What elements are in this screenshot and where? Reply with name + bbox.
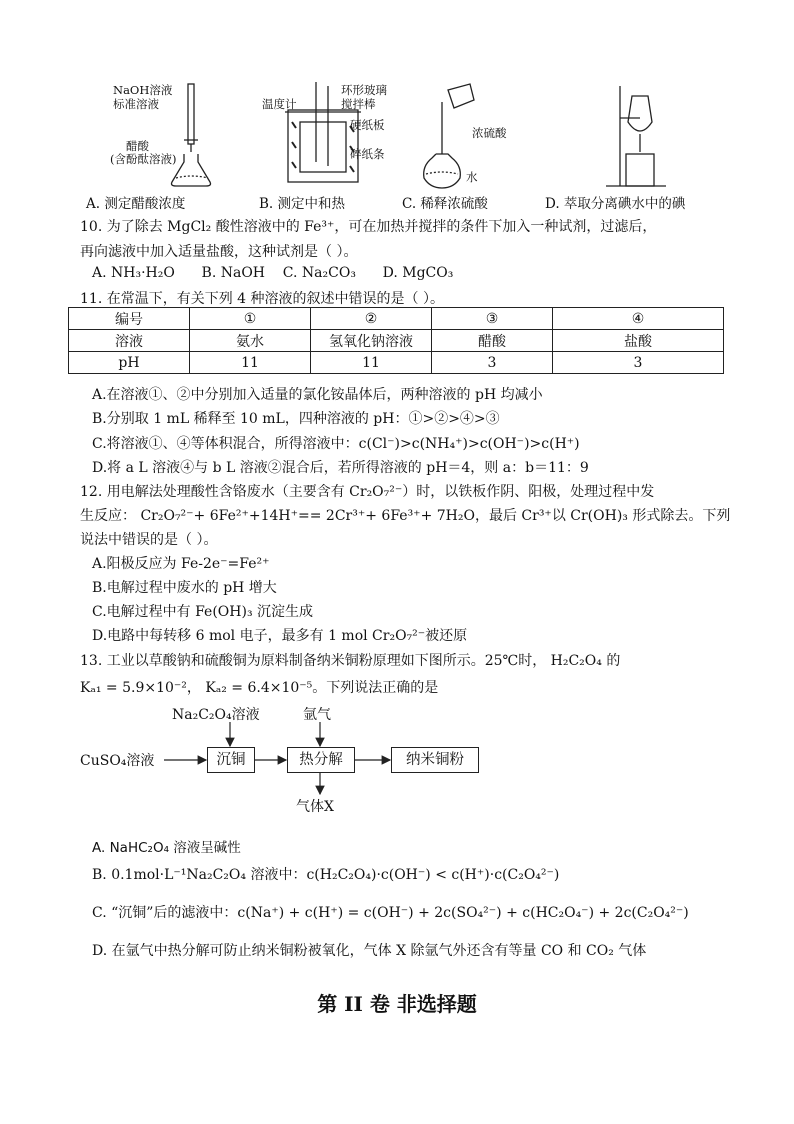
q12-option-b: B.电解过程中废水的 pH 增大 bbox=[92, 580, 277, 596]
apparatus-a-label-1: NaOH溶液 bbox=[113, 83, 173, 97]
flow-start-copper-sulfate: CuSO₄溶液 bbox=[80, 753, 155, 769]
apparatus-a-label-3: 醋酸 bbox=[126, 139, 149, 153]
apparatus-c-label-1: 浓硫酸 bbox=[472, 126, 507, 140]
flow-box-precipitate-copper: 沉铜 bbox=[207, 747, 255, 773]
q10-stem-line-2: 再向滤液中加入适量盐酸，这种试剂是（ ）。 bbox=[80, 244, 358, 260]
apparatus-c-caption: C. 稀释浓硫酸 bbox=[402, 196, 488, 212]
q12-option-a: A.阳极反应为 Fe-2e⁻=Fe²⁺ bbox=[92, 556, 270, 572]
q13-option-a: A. NaHC₂O₄ 溶液呈碱性 bbox=[92, 840, 241, 856]
table-cell: 11 bbox=[311, 352, 432, 374]
flow-output-gas-x: 气体X bbox=[296, 799, 334, 815]
apparatus-b-label-3: 温度计 bbox=[262, 97, 297, 111]
table-cell: 溶液 bbox=[69, 330, 190, 352]
apparatus-d-caption: D. 萃取分离碘水中的碘 bbox=[545, 196, 686, 212]
apparatus-a-label-4: (含酚酞溶液) bbox=[110, 152, 177, 166]
apparatus-figures bbox=[100, 82, 700, 192]
q11-stem: 11. 在常温下，有关下列 4 种溶液的叙述中错误的是（ ）。 bbox=[80, 291, 444, 307]
q13-option-c: C. “沉铜”后的滤液中：c(Na⁺) + c(H⁺) = c(OH⁻) + 2c(SO₄²⁻) + c(HC₂O₄⁻) + 2c(C₂O₄²⁻) bbox=[92, 905, 689, 921]
q10-options: A. NH₃·H₂O B. NaOH C. Na₂CO₃ D. MgCO₃ bbox=[92, 265, 454, 281]
q12-stem-line-3: 说法中错误的是（ ）。 bbox=[80, 532, 218, 548]
table-cell: ① bbox=[190, 308, 311, 330]
table-row bbox=[69, 308, 724, 330]
table-cell: 氨水 bbox=[190, 330, 311, 352]
table-cell: 醋酸 bbox=[432, 330, 553, 352]
q11-option-d: D.将 a L 溶液④与 b L 溶液②混合后，若所得溶液的 pH＝4，则 a：b＝11：9 bbox=[92, 460, 589, 476]
apparatus-a-drawing bbox=[172, 84, 211, 186]
table-cell: 编号 bbox=[69, 308, 190, 330]
q11-table bbox=[68, 307, 724, 374]
q12-option-c: C.电解过程中有 Fe(OH)₃ 沉淀生成 bbox=[92, 604, 314, 620]
table-cell: ③ bbox=[432, 308, 553, 330]
table-row bbox=[69, 352, 724, 374]
q10-stem-line-1: 10. 为了除去 MgCl₂ 酸性溶液中的 Fe³⁺，可在加热并搅拌的条件下加入一种试剂，过滤后， bbox=[80, 219, 657, 235]
table-cell: 3 bbox=[553, 352, 724, 374]
flow-box-thermal-decomposition: 热分解 bbox=[287, 747, 355, 773]
q12-option-d: D.电路中每转移 6 mol 电子，最多有 1 mol Cr₂O₇²⁻被还原 bbox=[92, 628, 468, 644]
apparatus-b-label-2: 搅拌棒 bbox=[341, 97, 376, 111]
table-cell: 11 bbox=[190, 352, 311, 374]
q13-stem-line-2: Kₐ₁ = 5.9×10⁻²， Kₐ₂ = 6.4×10⁻⁵。下列说法正确的是 bbox=[80, 680, 439, 696]
apparatus-c-label-2: 水 bbox=[466, 170, 478, 184]
apparatus-b-label-5: 碎纸条 bbox=[350, 147, 385, 161]
q11-option-a: A.在溶液①、②中分别加入适量的氯化铵晶体后，两种溶液的 pH 均减小 bbox=[92, 387, 543, 403]
apparatus-b-label-1: 环形玻璃 bbox=[341, 83, 387, 97]
flow-input-argon: 氩气 bbox=[303, 707, 331, 723]
apparatus-a-label-2: 标准溶液 bbox=[113, 97, 159, 111]
table-cell: pH bbox=[69, 352, 190, 374]
flow-input-sodium-oxalate: Na₂C₂O₄溶液 bbox=[172, 707, 260, 723]
table-cell: ② bbox=[311, 308, 432, 330]
apparatus-d-drawing bbox=[606, 86, 666, 186]
q12-stem-line-2: 生反应： Cr₂O₇²⁻+ 6Fe²⁺+14H⁺== 2Cr³⁺+ 6Fe³⁺+ 7H₂O，最后 Cr³⁺以 Cr(OH)₃ 形式除去。下列 bbox=[80, 508, 731, 524]
table-cell: 盐酸 bbox=[553, 330, 724, 352]
table-row bbox=[69, 330, 724, 352]
section-title: 第 II 卷 非选择题 bbox=[317, 992, 477, 1016]
q11-option-c: C.将溶液①、④等体积混合，所得溶液中：c(Cl⁻)>c(NH₄⁺)>c(OH⁻)>c(H⁺) bbox=[92, 436, 580, 452]
q13-option-d: D. 在氩气中热分解可防止纳米铜粉被氧化，气体 X 除氩气外还含有等量 CO 和 CO₂ 气体 bbox=[92, 943, 647, 959]
apparatus-a-caption: A. 测定醋酸浓度 bbox=[86, 196, 186, 212]
q13-option-b: B. 0.1mol·L⁻¹Na₂C₂O₄ 溶液中：c(H₂C₂O₄)·c(OH⁻) < c(H⁺)·c(C₂O₄²⁻) bbox=[92, 867, 560, 883]
flow-box-nano-copper-powder: 纳米铜粉 bbox=[391, 747, 479, 773]
table-cell: ④ bbox=[553, 308, 724, 330]
table-cell: 氢氧化钠溶液 bbox=[311, 330, 432, 352]
apparatus-b-label-4: 硬纸板 bbox=[350, 118, 385, 132]
q11-option-b: B.分别取 1 mL 稀释至 10 mL，四种溶液的 pH：①>②>④>③ bbox=[92, 411, 500, 427]
table-cell: 3 bbox=[432, 352, 553, 374]
q12-stem-line-1: 12. 用电解法处理酸性含铬废水（主要含有 Cr₂O₇²⁻）时，以铁板作阴、阳极，处理过程中发 bbox=[80, 484, 655, 500]
q13-stem-line-1: 13. 工业以草酸钠和硫酸铜为原料制备纳米铜粉原理如下图所示。25℃时， H₂C₂O₄ 的 bbox=[80, 653, 621, 669]
apparatus-b-caption: B. 测定中和热 bbox=[259, 196, 346, 212]
